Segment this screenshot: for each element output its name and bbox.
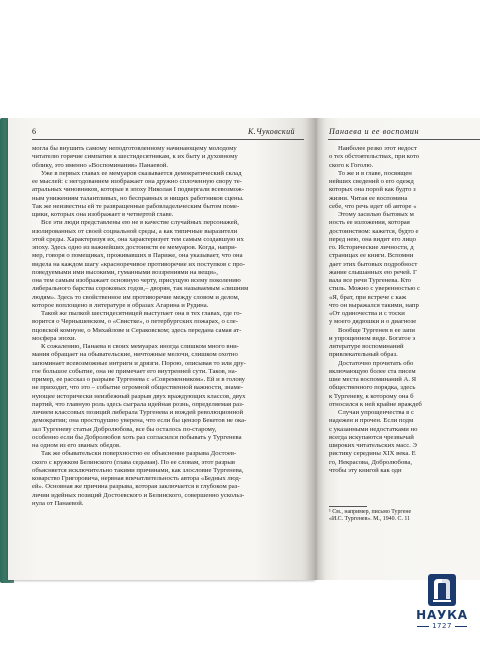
text-line: коварство Григоровича, нервная впечатлительность автора «Бедных люд- — [32, 475, 242, 482]
text-line: чтобы эту книгой как одн — [329, 466, 402, 474]
text-line: К сожалению, Панаева в своих мемуарах иногда слишком много вни- — [41, 343, 239, 350]
text-line: перед нею, она видит его лицо — [329, 235, 417, 243]
header-rule — [328, 139, 480, 140]
header-rule — [32, 139, 304, 140]
text-line: Все эти люди представлены ею не в качестве случайных персонажей, — [41, 219, 239, 227]
text-line: и упрощенном виде. Богатое э — [329, 334, 416, 342]
text-line: мания обращает на обывательские, ничтожные мелочи, слишком охотно — [32, 351, 238, 359]
text-line: Уже в первых главах ее мемуаров сказывается демократический склад — [41, 169, 242, 177]
text-line: этой среды. Характеризуя их, она характеризует тем самым создавшую их — [32, 235, 244, 243]
text-line: шие места воспоминаний А. Я — [329, 376, 417, 383]
left-page-text — [32, 145, 306, 508]
text-line: личием классовых позиций либерала Тургенева и вождей революционной — [32, 409, 244, 416]
text-line: широких читательских масс. Э — [329, 442, 417, 449]
text-line: зал Тургеневу статьи Добролюбова, все бы осталось по-старому, — [32, 425, 217, 433]
publisher-logo — [410, 573, 474, 643]
text-line: что он выражался такими, напр — [329, 301, 419, 309]
text-line: Так же обывательски поверхностно ее объяснение разрыва Достоев- — [41, 450, 237, 458]
text-line: стиль. Можно с уверенностью с — [329, 285, 420, 293]
text-line: надежен и прочен. Если подм — [329, 417, 414, 425]
text-line: всегда искупаются чрезвычай — [329, 433, 414, 441]
footnote — [329, 509, 411, 524]
text-line: объясняется исключительно такими причинами, как злословие Тургенева, — [32, 466, 244, 474]
footnote-rule — [329, 506, 367, 507]
footnote-line: ¹ См., например, письмо Тургене — [329, 509, 412, 515]
text-line: относился к ней крайне враждеб — [329, 400, 422, 408]
text-line: Этому засилью бытовых м — [338, 211, 414, 218]
text-line: нующее исторически неизбежный разрыв двух враждующих классов, двух — [32, 392, 246, 400]
right-page — [316, 118, 480, 580]
text-line: го. Исторические личности, д — [329, 244, 414, 251]
text-line: мер, говоря о помещиках, проживавших в Париже, она указывает, что она — [32, 252, 243, 260]
text-line: общественного порядка, здесь — [329, 384, 416, 392]
text-line: Так же неизвестны ей те развращенные рабовладельческим бытом поме- — [32, 202, 240, 210]
text-line: щики, которых она изображает в четвертой главе. — [32, 211, 174, 218]
text-line: либерального барства сороковых годов,– дворян, так называемым «лишним — [32, 285, 249, 293]
text-line: о тех обстоятельствах, при кото — [329, 153, 420, 161]
running-title-chapter: Панаева и ее воспомин — [329, 127, 420, 136]
text-line: не приходит, что это – событие огромной общественной важности, знаме- — [32, 384, 243, 392]
text-line: «Я, брат, при встрече с каж — [329, 293, 407, 301]
text-line: достоинством: кажется, будто е — [329, 227, 419, 235]
text-line: нейших сведений о его одежд — [329, 178, 414, 185]
text-line: страницах ее книги. Вспомни — [329, 252, 414, 260]
text-line: эпоху. Здесь одно из важнейших достоинств ее мемуаров. Когда, напри- — [32, 244, 237, 251]
publisher-name: НАУКА — [416, 608, 468, 622]
text-line: дает этих бытовых подробност — [329, 260, 418, 268]
text-line: запоминает всевозможные интриги и дрязги. Порою, описывая то или дру- — [32, 359, 246, 367]
text-line: людям». Здесь то свойственное им противоречие между словом и делом, — [32, 293, 240, 301]
text-line: ристику середины XIX века. Е — [329, 450, 416, 458]
text-line: Случаи упрощенчества в с — [338, 409, 414, 416]
text-line: литературе воспоминаний — [329, 343, 404, 350]
text-line: пцовской комнуне, о Михайлове и Сераковском; здесь передана самая ат- — [32, 326, 242, 334]
text-line: вала все речи Тургенева. Кто — [329, 277, 412, 284]
text-line: которое воплощено в литературе в образах Агарина и Рудина. — [32, 301, 209, 309]
text-line: нула от Панаевой. — [32, 499, 84, 507]
text-line: мосфера эпохи. — [32, 334, 77, 342]
text-line: поведуемыми ими высокими, гуманными воззрениями на вещи», — [32, 268, 218, 276]
text-line: Такой же пылкой шестидесятницей выступает она в тех главах, где го- — [41, 310, 242, 317]
text-line: облику, это именно «Воспоминания» Панаевой. — [32, 161, 169, 169]
publisher-year: 1727 — [410, 622, 474, 630]
text-line: То же и в главе, посвящен — [338, 169, 412, 177]
text-line: она тем самым изображает основную черту, присущую всему поколению — [32, 277, 241, 284]
text-line: демократии; она простодушно уверена, что если бы цензор Бекетов не ока- — [32, 417, 247, 425]
footnote-line: «И.С. Тургенев». М., 1940. С. 11 — [329, 516, 411, 523]
text-line: Наиболее резко этот недост — [338, 145, 417, 152]
text-line: к Тургеневу, к которому она б — [329, 392, 414, 400]
text-line: гое большое событие, она не примечает его внутренней сути. Таков, на- — [32, 367, 237, 375]
text-line: особенно если бы Добролюбов хоть раз согласился побывать у Тургенева — [32, 433, 242, 441]
open-book — [0, 118, 480, 588]
left-page — [8, 118, 316, 580]
page-number: 6 — [32, 127, 36, 136]
text-line: включающую более ста писем — [329, 367, 416, 375]
text-line: которых она порой как будто з — [329, 186, 416, 194]
text-line: личии идейных позиций Достоевского и Белинского, совершенно ускольз- — [32, 491, 245, 499]
text-line: ее мыслей: с негодованием изображает она дружно сплоченную свору те- — [32, 178, 242, 185]
running-title-author: К.Чуковский — [248, 127, 295, 136]
publisher-emblem-icon — [427, 573, 457, 607]
text-line: жание слышанных ею речей. Г — [329, 268, 417, 276]
text-line: на одном из его званых обедов. — [32, 442, 121, 449]
text-line: ского с кружком Белинского (глава седьмая). По ее словам, этот разрыв — [32, 458, 236, 466]
text-line: Вообще Тургенев в ее запи — [338, 326, 415, 334]
text-line: жизни. Читая ее воспомина — [329, 194, 408, 202]
text-line: пример, ее рассказ о разрыве Тургенева с «Современником». Ей и в голову — [32, 376, 245, 383]
text-line: Достаточно прочитать обо — [338, 359, 414, 367]
text-line: привлекательный образ. — [329, 351, 398, 359]
text-line: атральных чиновников, которые в эпоху Николая I подвергали всевозмож- — [32, 186, 244, 194]
text-line: читателю горячие симпатии к шестидесятникам, к их быту и духовному — [32, 153, 238, 161]
text-line: ным унижениям талантливых, но бесправных и нищих работников сцены. — [32, 194, 244, 202]
text-line: изолированных от своей социальной среды, а как типичные выразители — [32, 227, 238, 235]
text-line: ского к Гоголю. — [329, 161, 374, 169]
text-line: го, Некрасова, Добролюбова, — [329, 458, 413, 466]
text-line: «От одиночества и с тоски — [329, 310, 405, 317]
right-page-text — [329, 145, 480, 475]
text-line: с указанными недостатками но — [329, 425, 418, 433]
text-line: партий, что главную роль здесь сыграла идейная рознь, определяемая раз- — [32, 400, 244, 408]
text-line: ность ее изложения, которая — [329, 219, 410, 227]
text-line: ей». Основная же причина разрыва, которая заключается в глубоком раз- — [32, 483, 240, 491]
text-line: видела на каждом шагу «красноречивое противоречие их поступков с про- — [32, 260, 245, 268]
text-line: могла бы внушить самому неподготовленному начинающему молодому — [32, 145, 237, 152]
text-line: себе, что речь идет об авторе « — [329, 202, 417, 210]
text-line: ворится о Чернышевском, о «Свистке», о петербургских пожарах, о сле- — [32, 318, 238, 326]
text-line: у моего дядюшки и о диагнозе — [329, 318, 417, 326]
